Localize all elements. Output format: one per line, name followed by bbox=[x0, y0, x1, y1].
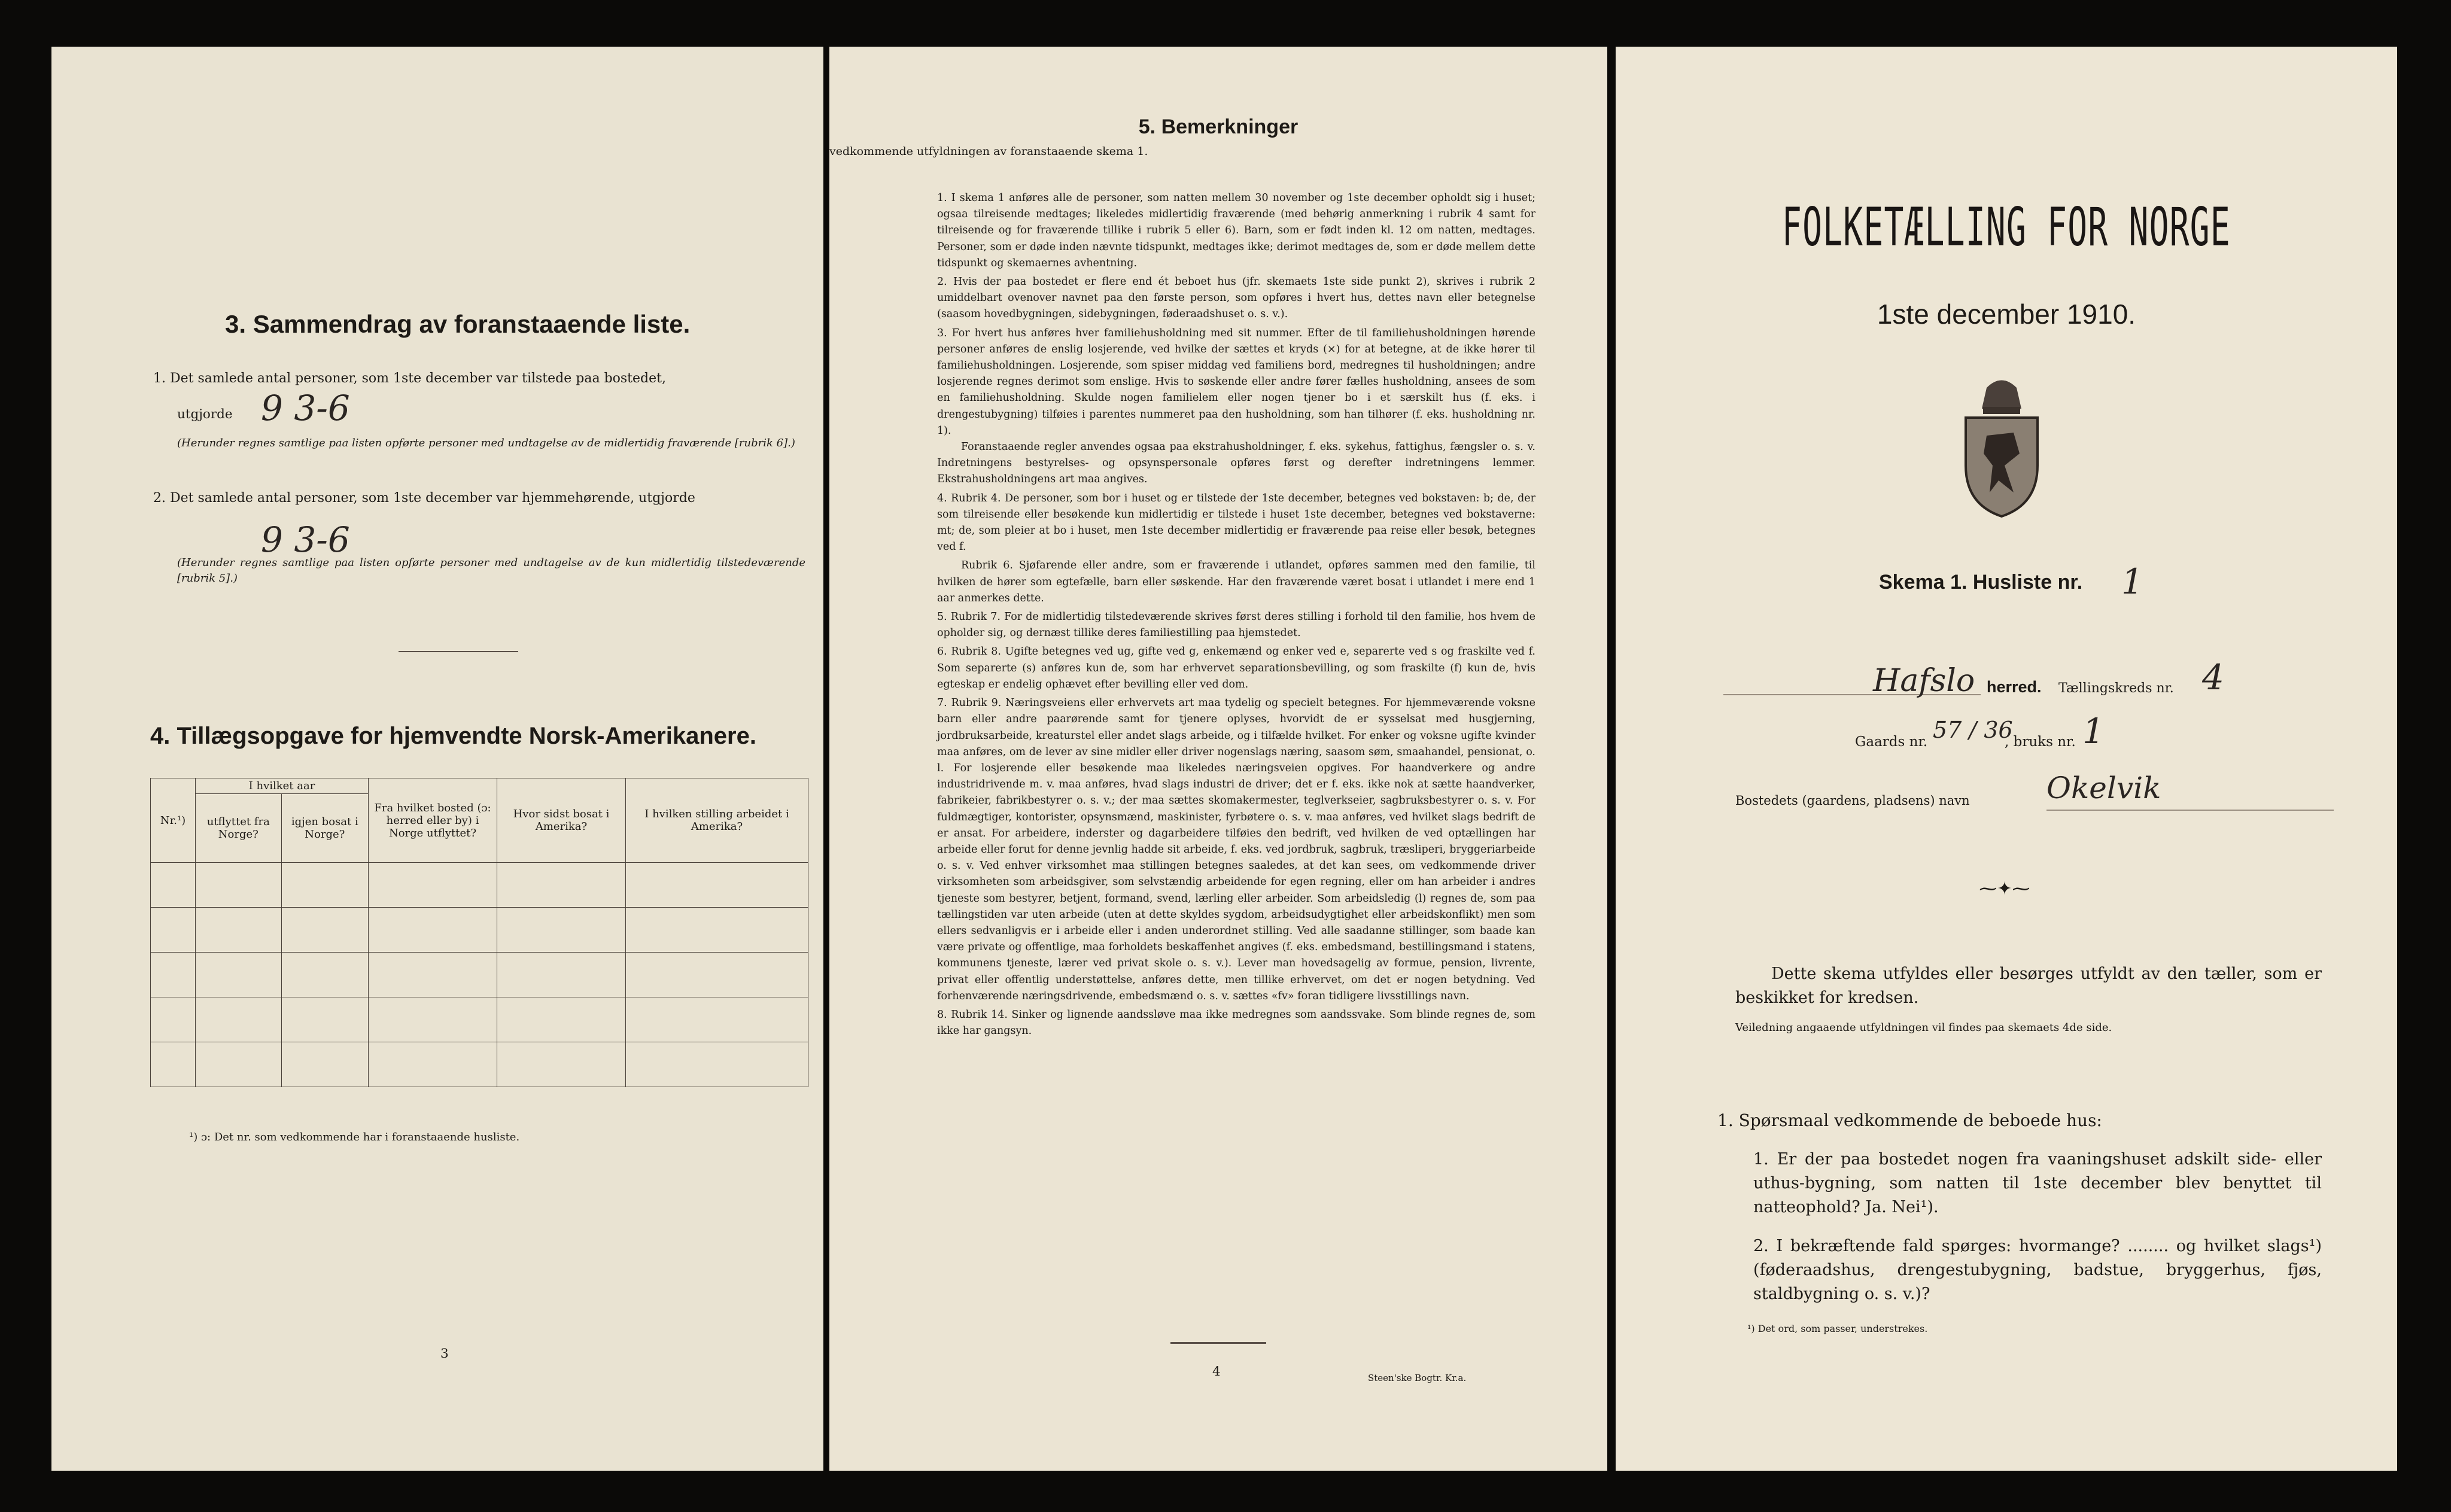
remark-paragraph: 2. Hvis der paa bostedet er flere end ét beboet hus (jfr. skemaets 1ste side punkt 2), skrives i rubrik 2 umiddelbart ovenover navnet paa den første person, som opføres i hvert hus, dettes navn eller betegnelse (saasom hovedbygningen, sidebygningen, føderaadshuset o. s. v.). bbox=[937, 276, 1535, 321]
guidance-text: Veiledning angaaende utfyldningen vil findes paa skemaets 4de side. bbox=[1735, 1021, 2112, 1034]
divider bbox=[1170, 1342, 1266, 1344]
header-year-group: I hvilket aar bbox=[196, 778, 369, 794]
gaards-label: Gaards nr. bbox=[1855, 734, 1928, 750]
remarks-subtitle: vedkommende utfyldningen av foranstaaende skema 1. bbox=[829, 145, 1148, 158]
skema-label: Skema 1. Husliste nr. bbox=[1879, 571, 2083, 594]
intro-text: Dette skema utfyldes eller besørges utfyldt av den tæller, som er beskikket for kredsen. bbox=[1735, 965, 2322, 1007]
printer-credit: Steen'ske Bogtr. Kr.a. bbox=[1368, 1373, 1467, 1383]
remark-paragraph: 8. Rubrik 14. Sinker og lignende aandssløve maa ikke medregnes som aandssvake. Som blinde regnes de, som ikke har gangsyn. bbox=[937, 1008, 1535, 1038]
divider bbox=[399, 651, 518, 652]
header-last-residence: Hvor sidst bosat i Amerika? bbox=[497, 778, 626, 863]
table-footnote: ¹) ɔ: Det nr. som vedkommende har i foranstaaende husliste. bbox=[189, 1131, 520, 1143]
norsk-amerikanere-table bbox=[150, 778, 808, 1087]
herred-label: herred. bbox=[1987, 678, 2042, 696]
header-nr: Nr.¹) bbox=[151, 778, 196, 863]
remark-paragraph: 3. For hvert hus anføres hver familiehusholdning med sit nummer. Efter de til familiehusholdningen hørende personer anføres de enslig losjerende, ved hvilke der sættes et kryds (×) for at betegne, at de ikke hører til familiehusholdningen. Losjerende, som spiser middag ved familiens bord, medregnes til husholdningen; andre losjerende regnes derimot som enslige. Hvis to søskende eller andre fører fælles husholdning, ansees de som en familiehusholdning. Skulde nogen familielem eller nogen tjener bo i et særskilt hus (f. eks. i drengestubygning) tilføies i parentes nummeret paa den husholdning, som han tilhører (f. eks. husholdning nr. 1). bbox=[937, 327, 1535, 437]
table-row bbox=[151, 908, 808, 953]
coat-of-arms-icon bbox=[1957, 376, 2046, 519]
page-number: 4 bbox=[1212, 1364, 1221, 1379]
bosted-line bbox=[2046, 810, 2334, 811]
remark-paragraph: Foranstaaende regler anvendes ogsaa paa ekstrahusholdninger, f. eks. sykehus, fattighus, fængsler o. s. v. Indretningens bestyrelses- og opsynspersonale opføres først og derefter indretningens lemmer. Ekstrahusholdningens art maa angives. bbox=[937, 441, 1535, 486]
item1-text: 1. Det samlede antal personer, som 1ste december var tilstede paa bostedet, bbox=[153, 371, 666, 386]
bosted-label: Bostedets (gaardens, pladsens) navn bbox=[1735, 793, 1970, 808]
remark-paragraph: 4. Rubrik 4. De personer, som bor i huset og er tilstede der 1ste december, betegnes ved bokstaven: b; de, der som tilreisende eller besøkende kun midlertidig er tilstede i huset 1ste december, betegnes ved bokstaverne: mt; de, som pleier at bo i huset, men 1ste december midlertidig er fraværende paa reise eller besøk, betegnes ved f. bbox=[937, 492, 1535, 553]
question-1: 1. Er der paa bostedet nogen fra vaaningshuset adskilt side- eller uthus-bygning, som natten til 1ste december blev benyttet til natteophold? Ja. Nei¹). bbox=[1753, 1150, 2322, 1216]
item2-value: 9 3-6 bbox=[261, 519, 350, 560]
item1-label: utgjorde bbox=[177, 407, 233, 422]
questions-heading: 1. Spørsmaal vedkommende de beboede hus: bbox=[1717, 1111, 2102, 1130]
kreds-label: Tællingskreds nr. bbox=[2058, 681, 2174, 696]
item1-value: 9 3-6 bbox=[261, 388, 350, 428]
remark-paragraph: 1. I skema 1 anføres alle de personer, som natten mellem 30 november og 1ste december opholdt sig i huset; ogsaa tilreisende medtages; likeledes midlertidig fraværende (med behørig anmerkning i rubrik 4 samt for tilreisende og for fraværende tillike i rubrik 5 eller 6). Barn, som er født inden kl. 12 om natten, medtages. Personer, som er døde inden nævnte tidspunkt, medtages ikke; derimot medtages de, som er døde mellem dette tidspunkt og skemaernes avhentning. bbox=[937, 192, 1535, 269]
remarks-title: 5. Bemerkninger bbox=[1138, 115, 1299, 138]
item2-text: 2. Det samlede antal personer, som 1ste december var hjemmehørende, utgjorde bbox=[153, 491, 695, 506]
herred-value: Hafslo bbox=[1873, 663, 1975, 699]
table-row bbox=[151, 953, 808, 997]
cover-sheet bbox=[1616, 47, 2397, 1471]
table-row bbox=[151, 1042, 808, 1087]
husliste-number: 1 bbox=[2121, 561, 2143, 602]
section3-title: 3. Sammendrag av foranstaaende liste. bbox=[225, 310, 691, 338]
page-number: 3 bbox=[440, 1346, 449, 1361]
bosted-value: Okelvik bbox=[2046, 771, 2161, 805]
table-row bbox=[151, 863, 808, 908]
remark-paragraph: 5. Rubrik 7. For de midlertidig tilstedeværende skrives først deres stilling i forhold til den familie, hos hvem de opholder sig, og dernæst tillike deres familiestilling paa hjemstedet. bbox=[937, 611, 1535, 640]
item1-note: (Herunder regnes samtlige paa listen opførte personer med undtagelse av de midlertidig fraværende [rubrik 6].) bbox=[177, 437, 795, 449]
section4-title: 4. Tillægsopgave for hjemvendte Norsk-Amerikanere. bbox=[150, 723, 756, 749]
remark-paragraph: 7. Rubrik 9. Næringsveiens eller erhvervets art maa tydelig og specielt betegnes. For hjemmeværende voksne barn eller andre paarørende samt for tjenere oplyses, hvorvidt de er sysselsat med husgjerning, jordbruksarbeide, kreaturstel eller andet slags arbeide, og i tilfælde hvilket. For enker og voksne ugifte kvinder maa anføres, om de lever av sine midler eller driver nogenslags næring, saasom søm, smaahandel, pensionat, o. l. For losjerende eller besøkende maa likeledes næringsveien opgives. For haandverkere og andre industridrivende m. v. maa anføres, hvad slags industri de driver; det er f. eks. ikke nok at sætte haandverker, fabrikeier, fabrikbestyrer o. s. v.; der maa sættes skomakermester, teglverkseier, sagbruksbestyrer o. s. v. For fuldmægtiger, kontorister, opsynsmænd, maskinister, fyrbøtere o. s. v. maa anføres, ved hvilket slags bedrift de er ansat. For arbeidere, inderster og dagarbeidere tilføies den bedrift, ved hvilken de ved optællingen har arbeide eller forut for denne jevnlig hadde sit arbeide, f. eks. ved jordbruk, sagbruk, træsliperi, bryggeriarbeide o. s. v. Ved enhver virksomhet maa stillingen betegnes saaledes, at det kan sees, om vedkommende driver virksomheten som arbeidsgiver, som selvstændig arbeidende for egen regning, eller om han arbeider i andres tjeneste som bestyrer, betjent, formand, svend, lærling eller arbeider. Som arbeidsledig (l) regnes de, som paa tællingstiden var uten arbeide (uten at dette skyldes sygdom, arbeidsudygtighet eller arbeidskonflikt) men som ellers sedvanligvis er i arbeide eller i anden underordnet stilling. Ved alle saadanne stillinger, som baade kan være private og offentlige, maa forholdets beskaffenhet angives (f. eks. embedsmand, bestillingsmand i statens, kommunens tjeneste, lærer ved privat skole o. s. v.). Lever man hovedsagelig av formue, pension, livrente, privat eller offentlig understøttelse, anføres dette, men tillike erhvervet, om det er nogen betydning. Ved forhenværende næringsdrivende, embedsmænd o. s. v. sættes «fv» foran tidligere livsstillings navn. bbox=[937, 697, 1535, 1002]
question-2: 2. I bekræftende fald spørges: hvormange? ........ og hvilket slags¹) (føderaadshus, drengestubygning, badstue, bryggerhus, fjøs, staldbygning o. s. v.)? bbox=[1753, 1237, 2322, 1303]
remark-paragraph: Rubrik 6. Sjøfarende eller andre, som er fraværende i utlandet, opføres sammen med den familie, til hvilken de hører som egtefælle, barn eller søskende. Har den fraværende været bosat i utlandet i mere end 1 aar anmerkes dette. bbox=[937, 559, 1535, 604]
cover-footnote: ¹) Det ord, som passer, understrekes. bbox=[1747, 1323, 1928, 1334]
header-returned: igjen bosat i Norge? bbox=[281, 794, 368, 863]
page-3-sheet bbox=[51, 47, 823, 1471]
item2-note: (Herunder regnes samtlige paa listen opførte personer med undtagelse av de kun midlertidig tilstedeværende [rubrik 5].) bbox=[177, 556, 805, 585]
gaards-value: 57 / 36 bbox=[1933, 717, 2013, 743]
table-row bbox=[151, 997, 808, 1042]
bruks-value: 1 bbox=[2082, 711, 2105, 752]
ornament-icon: ⁓✦⁓ bbox=[1979, 878, 2030, 899]
header-emigrated: utflyttet fra Norge? bbox=[196, 794, 282, 863]
header-occupation: I hvilken stilling arbeidet i Amerika? bbox=[626, 778, 808, 863]
bruks-label: , bruks nr. bbox=[2005, 734, 2076, 750]
kreds-value: 4 bbox=[2202, 657, 2224, 698]
remark-paragraph: 6. Rubrik 8. Ugifte betegnes ved ug, gifte ved g, enkemænd og enker ved e, separerte ved s og fraskilte ved f. Som separerte (s) anføres kun de, som har erhvervet separationsbevilling, og som fraskilte (f) kun de, hvis egteskap er endelig ophævet efter bevilling eller ved dom. bbox=[937, 646, 1535, 690]
census-date: 1ste december 1910. bbox=[1877, 299, 2136, 330]
page-4-sheet bbox=[829, 47, 1607, 1471]
census-title: FOLKETÆLLING FOR NORGE bbox=[1782, 196, 2231, 258]
remarks-body bbox=[937, 190, 1535, 1042]
header-from-place: Fra hvilket bosted (ɔ: herred eller by) i Norge utflyttet? bbox=[369, 778, 497, 863]
